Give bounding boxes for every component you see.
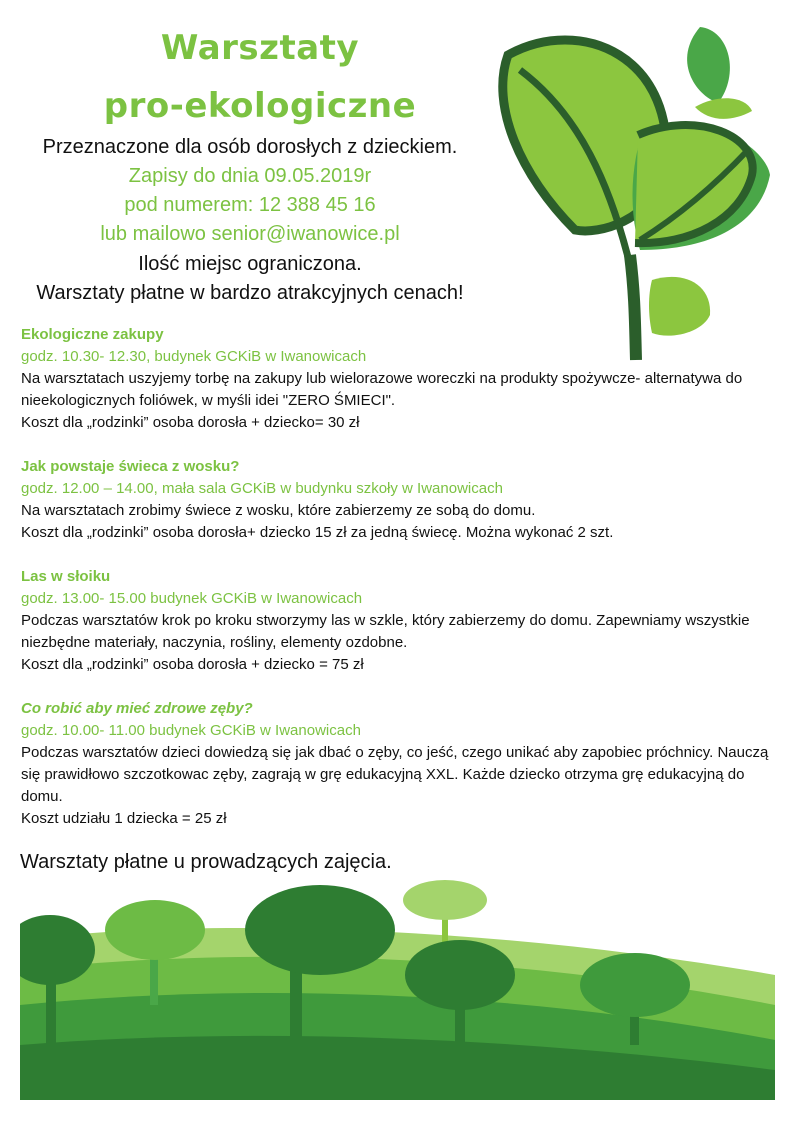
workshop-3-title: Las w słoiku	[21, 568, 111, 585]
workshop-3-time-place: godz. 13.00- 15.00 budynek GCKiB w Iwanowicach	[21, 590, 363, 607]
workshop-section-1	[21, 324, 781, 434]
footer-note: Warsztaty płatne u prowadzących zajęcia.	[20, 851, 392, 873]
workshop-2-time-place: godz. 12.00 – 14.00, mała sala GCKiB w budynku szkoły w Iwanowicach	[21, 480, 503, 497]
title-line-1: Warsztaty	[160, 28, 360, 68]
workshop-2-cost: Koszt dla „rodzinki” osoba dorosła+ dziecko 15 zł za jedną świecę. Można wykonać 2 szt.	[21, 524, 614, 541]
workshop-1-time-place: godz. 10.30- 12.30, budynek GCKiB w Iwanowicach	[21, 348, 367, 365]
intro-phone: pod numerem: 12 388 45 16	[124, 194, 376, 216]
title-line-2: pro-ekologiczne	[103, 86, 417, 126]
workshop-4-time-place: godz. 10.00- 11.00 budynek GCKiB w Iwanowicach	[21, 722, 361, 739]
workshop-1-description: Na warsztatach uszyjemy torbę na zakupy lub wielorazowe woreczki na produkty spożywcze- alternatywa do nieekologicznych foliówek, w myśli idei "ZERO ŚMIECI".	[21, 370, 743, 409]
workshop-4-title: Co robić aby mieć zdrowe zęby?	[21, 700, 253, 717]
trees-landscape-illustration	[20, 875, 775, 1100]
workshop-section-4	[21, 698, 781, 830]
intro-registration-deadline: Zapisy do dnia 09.05.2019r	[128, 165, 372, 187]
workshop-section-2	[21, 456, 781, 544]
workshop-3-cost: Koszt dla „rodzinki” osoba dorosła + dziecko = 75 zł	[21, 656, 364, 673]
workshop-4-description: Podczas warsztatów dzieci dowiedzą się jak dbać o zęby, co jeść, czego unikać aby zapobiec próchnicy. Nauczą się prawidłowo szczotkowac zęby, zagrają w grę edukacyjną XXL. Każde dziecko otrzyma grę edukacyjną do domu.	[21, 744, 769, 805]
intro-paid-note: Warsztaty płatne w bardzo atrakcyjnych cenach!	[36, 282, 464, 304]
leaf-illustration	[490, 15, 790, 365]
workshop-section-3	[21, 566, 781, 676]
workshop-2-description: Na warsztatach zrobimy świece z wosku, które zabierzemy ze sobą do domu.	[21, 502, 536, 519]
workshop-1-cost: Koszt dla „rodzinki” osoba dorosła + dziecko= 30 zł	[21, 414, 360, 431]
workshop-2-title: Jak powstaje świeca z wosku?	[21, 458, 240, 475]
intro-limited-places: Ilość miejsc ograniczona.	[138, 253, 362, 275]
intro-email: lub mailowo senior@iwanowice.pl	[100, 223, 400, 245]
intro-audience: Przeznaczone dla osób dorosłych z dzieckiem.	[42, 136, 458, 158]
workshop-3-description: Podczas warsztatów krok po kroku stworzymy las w szkle, który zabierzemy do domu. Zapewniamy wszystkie niezbędne materiały, naczynia, rośliny, elementy ozdobne.	[21, 612, 750, 651]
workshop-4-cost: Koszt udziału 1 dziecka = 25 zł	[21, 810, 227, 827]
workshop-1-title: Ekologiczne zakupy	[21, 326, 164, 343]
